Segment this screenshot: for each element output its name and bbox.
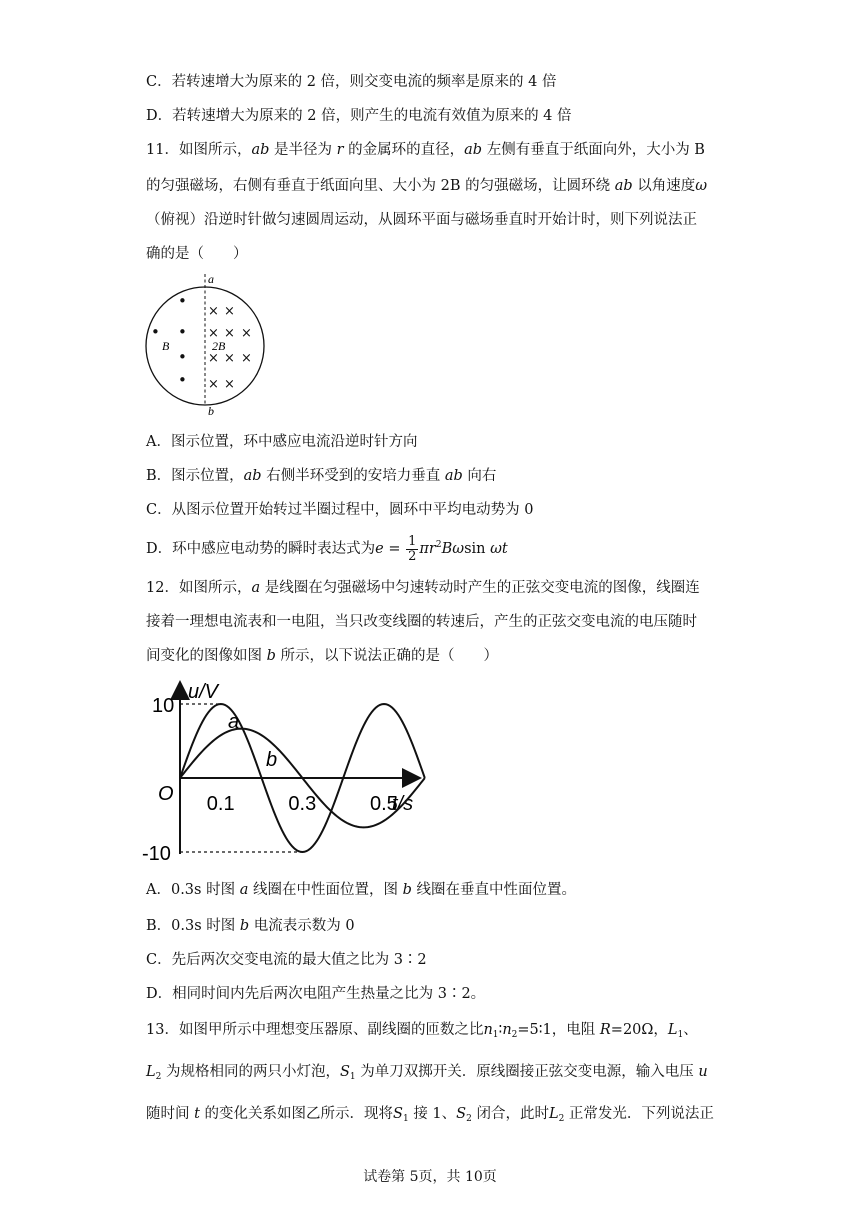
cross: × <box>208 326 219 341</box>
label-a: a <box>208 272 214 286</box>
dot: • <box>178 348 187 366</box>
y-tick-label: -10 <box>142 843 171 865</box>
cross: × <box>208 377 219 392</box>
origin-label: O <box>158 783 174 805</box>
q11-stem-line1: 11．如图所示，ab 是半径为 r 的金属环的直径，ab 左侧有垂直于纸面向外，大小为 B <box>146 142 705 158</box>
q13-line1: 13．如图甲所示中理想变压器原、副线圈的匝数之比$n_1∶n_2=5∶1$，电阻 R=20Ω，$L_1$、 <box>146 1022 698 1040</box>
q12-stem-line1: 12．如图所示，a 是线圈在匀强磁场中匀速转动时产生的正弦交变电流的图像，线圈连 <box>146 580 700 596</box>
q13-line3: 随时间 t 的变化关系如图乙所示．现将$S_1$ 接 1、$S_2$ 闭合，此时$L_2$ 正常发光．下列说法正 <box>146 1106 714 1124</box>
cross: × <box>208 351 219 366</box>
q12-stem-line3: 间变化的图像如图 b 所示，以下说法正确的是（ ） <box>146 648 499 664</box>
cross: × <box>224 351 235 366</box>
fraction-one-half: $\frac{1}{2}$ <box>408 533 417 564</box>
cross: × <box>224 304 235 319</box>
dot: • <box>151 323 160 341</box>
q11-option-c: C．从图示位置开始转过半圈过程中，圆环中平均电动势为 0 <box>146 502 534 518</box>
label-b: b <box>208 404 214 418</box>
y-axis-label: u/V <box>188 681 219 703</box>
x-tick-label: 0.1 <box>206 793 235 815</box>
x-tick-label: 0.3 <box>288 793 317 815</box>
label-2B: 2B <box>212 339 226 353</box>
cross: × <box>241 351 252 366</box>
q12-option-b: B．0.3s 时图 b 电流表示数为 0 <box>146 918 355 934</box>
q13-line2: $L_2$ 为规格相同的两只小灯泡，$S_1$ 为单刀双掷开关．原线圈接正弦交变电源，输入电压 u <box>146 1064 708 1082</box>
q11-stem-line2: 的匀强磁场，右侧有垂直于纸面向里、大小为 2B 的匀强磁场，让圆环绕 ab 以角速度ω <box>146 178 708 194</box>
dot: • <box>178 323 187 341</box>
q12-option-a: A．0.3s 时图 a 线圈在中性面位置，图 b 线圈在垂直中性面位置。 <box>146 882 576 898</box>
q12-voltage-time-chart <box>140 676 440 866</box>
label-B: B <box>162 339 170 353</box>
cross: × <box>224 326 235 341</box>
q11-option-d: D．环中感应电动势的瞬时表达式为e = $\frac{1}{2}$ $\pi r^2B\omega\sin$ ωt <box>146 533 508 564</box>
x-axis-label: t/s <box>392 793 414 815</box>
q11-magnetic-field-figure <box>140 270 270 420</box>
cross: × <box>208 304 219 319</box>
page-footer: 试卷第 5页，共 10页 <box>363 1169 497 1185</box>
cross: × <box>224 377 235 392</box>
q10-option-c: C．若转速增大为原来的 2 倍，则交变电流的频率是原来的 4 倍 <box>146 74 557 90</box>
cross: × <box>241 326 252 341</box>
dot: • <box>178 371 187 389</box>
x-tick-label: 0.5 <box>370 793 398 815</box>
q12-stem-line2: 接着一理想电流表和一电阻，当只改变线圈的转速后，产生的正弦交变电流的电压随时 <box>146 614 697 630</box>
q12-option-c: C．先后两次交变电流的最大值之比为 3∶2 <box>146 952 427 968</box>
y-tick-label: 10 <box>152 695 175 717</box>
series-a-label: a <box>228 711 240 733</box>
q12-option-d: D．相同时间内先后两次电阻产生热量之比为 3∶2。 <box>146 986 486 1002</box>
q11-option-b: B．图示位置，ab 右侧半环受到的安培力垂直 ab 向右 <box>146 468 497 484</box>
q11-stem-line4: 确的是（ ） <box>146 246 248 262</box>
q11-option-a: A．图示位置，环中感应电流沿逆时针方向 <box>146 434 418 450</box>
q10-option-d: D．若转速增大为原来的 2 倍，则产生的电流有效值为原来的 4 倍 <box>146 108 572 124</box>
dot: • <box>178 292 187 310</box>
series-b-label: b <box>266 749 278 771</box>
q11-stem-line3: （俯视）沿逆时针做匀速圆周运动，从圆环平面与磁场垂直时开始计时，则下列说法正 <box>146 212 697 228</box>
